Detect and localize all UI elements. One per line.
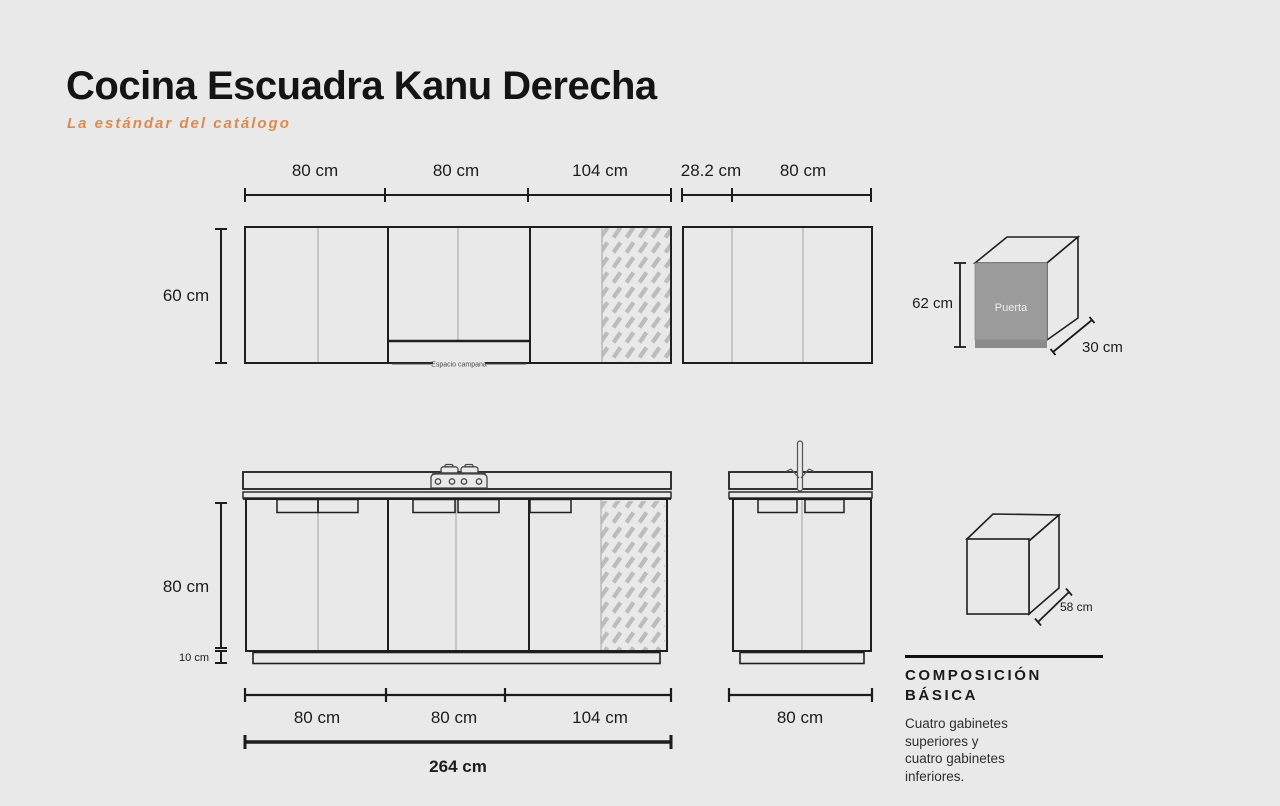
page-subtitle: La estándar del catálogo — [67, 115, 291, 132]
plinth-left — [253, 653, 660, 664]
base-cube — [967, 514, 1072, 626]
upper-height-dimension — [215, 229, 227, 363]
lower-height-dimension — [215, 503, 227, 663]
upper-cabinet-right — [683, 227, 872, 363]
faucet — [786, 441, 814, 491]
lower-cabinet-right — [729, 441, 872, 664]
composition-heading-line2: BÁSICA — [905, 687, 979, 704]
door-cube-depth-label: 30 cm — [1082, 339, 1123, 356]
door-cube-height-label: 62 cm — [912, 295, 953, 312]
lower-cabinets-left — [243, 465, 671, 664]
lower-height-label: 80 cm — [162, 577, 210, 596]
composition-heading-line1: COMPOSICIÓN — [905, 667, 1042, 684]
upper-dim-80-2: 80 cm — [432, 161, 480, 180]
lower-dim-80-2: 80 cm — [430, 708, 478, 727]
total-dim-label: 264 cm — [429, 757, 487, 776]
upper-height-label: 60 cm — [162, 286, 210, 305]
upper-dimension-line-right — [682, 188, 871, 202]
upper-dim-80-3: 80 cm — [779, 161, 827, 180]
plinth-height-label: 10 cm — [179, 652, 209, 664]
plinth-right — [740, 653, 864, 664]
appliance-hatch-area — [601, 501, 665, 650]
lower-dim-80-right: 80 cm — [776, 708, 824, 727]
lower-dimension-line-left — [245, 688, 671, 702]
door-cube-label: Puerta — [994, 302, 1028, 314]
door-cube-height-dim — [954, 263, 966, 347]
door-handles-right — [758, 500, 844, 513]
composition-body-line: superiores y — [905, 733, 979, 749]
upper-dim-104: 104 cm — [572, 161, 628, 180]
base-cube-depth-label: 58 cm — [1060, 600, 1093, 614]
door-handles-left — [277, 500, 571, 513]
composition-section — [905, 655, 1103, 785]
page-title: Cocina Escuadra Kanu Derecha — [66, 64, 657, 108]
upper-dim-28: 28.2 cm — [680, 161, 742, 180]
door-cube — [912, 237, 1123, 356]
composition-body-line: cuatro gabinetes — [905, 751, 1005, 766]
lower-dim-104: 104 cm — [572, 708, 628, 727]
composition-body-line: Cuatro gabinetes — [905, 716, 1008, 731]
upper-dim-80-1: 80 cm — [291, 161, 339, 180]
composition-body-line: inferiores. — [905, 768, 965, 784]
total-dimension-line — [245, 735, 671, 749]
upper-cabinets-left — [245, 227, 671, 369]
hood-hatch-area — [602, 228, 670, 362]
lower-dim-80-1: 80 cm — [293, 708, 341, 727]
cooktop — [431, 465, 487, 489]
hood-space-label: Espacio campana — [431, 361, 487, 369]
upper-dimension-line-left — [245, 188, 671, 202]
lower-dimension-line-right — [729, 688, 872, 702]
